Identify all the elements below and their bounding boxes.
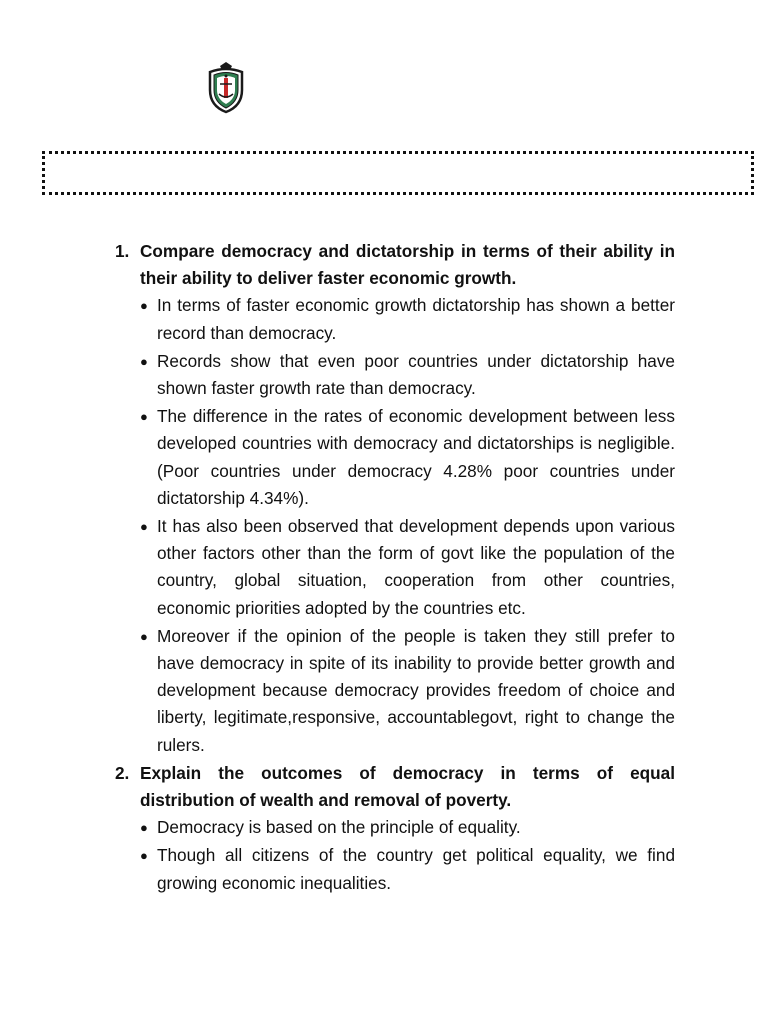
list-item: [140, 403, 675, 512]
school-crest-logo: [204, 60, 248, 114]
list-item: [140, 623, 675, 759]
answer-list: [115, 292, 675, 758]
question-number: 2.: [115, 762, 130, 783]
document-content: [115, 238, 675, 898]
list-item-text: In terms of faster economic growth dictatorship has shown a better record than democracy.: [157, 295, 675, 343]
question-heading: [115, 238, 675, 292]
list-item: [140, 814, 675, 841]
list-item: [140, 842, 675, 896]
question-block: [115, 760, 675, 897]
list-item-text: Moreover if the opinion of the people is taken they still prefer to have democracy in spite of its inability to provide better growth and development because democracy provides freedom of choice and liberty, legitimate,responsive, accountablegovt, right to change the rulers.: [157, 625, 675, 755]
list-item: [140, 348, 675, 402]
question-heading: [115, 760, 675, 814]
list-item-text: Democracy is based on the principle of equality.: [157, 817, 521, 838]
bullet-icon: ●: [140, 628, 148, 644]
list-item-text: It has also been observed that development depends upon various other factors other than the form of govt like the population of the country, global situation, cooperation from other countries, economic priorities adopted by the countries etc.: [157, 516, 675, 618]
question-text: Explain the outcomes of democracy in terms of equal distribution of wealth and removal of poverty.: [140, 762, 675, 811]
bullet-icon: ●: [140, 820, 148, 836]
answer-list: [115, 814, 675, 897]
list-item-text: Though all citizens of the country get political equality, we find growing economic inequalities.: [157, 845, 675, 893]
question-block: [115, 238, 675, 759]
list-item-text: Records show that even poor countries under dictatorship have shown faster growth rate than democracy.: [157, 350, 675, 399]
question-text: Compare democracy and dictatorship in terms of their ability in their ability to deliver faster economic growth.: [140, 241, 675, 289]
bullet-icon: ●: [140, 409, 148, 425]
question-number: 1.: [115, 241, 130, 261]
bullet-icon: ●: [140, 298, 148, 314]
list-item: [140, 513, 675, 622]
list-item: [140, 292, 675, 346]
bullet-icon: ●: [140, 519, 148, 535]
title-placeholder-box: [42, 151, 754, 195]
bullet-icon: ●: [140, 848, 148, 864]
bullet-icon: ●: [140, 353, 148, 369]
list-item-text: The difference in the rates of economic development between less developed countries with democracy and dictatorships is negligible. (Poor countries under democracy 4.28% poor countries under dictatorship 4.34%).: [157, 406, 675, 508]
